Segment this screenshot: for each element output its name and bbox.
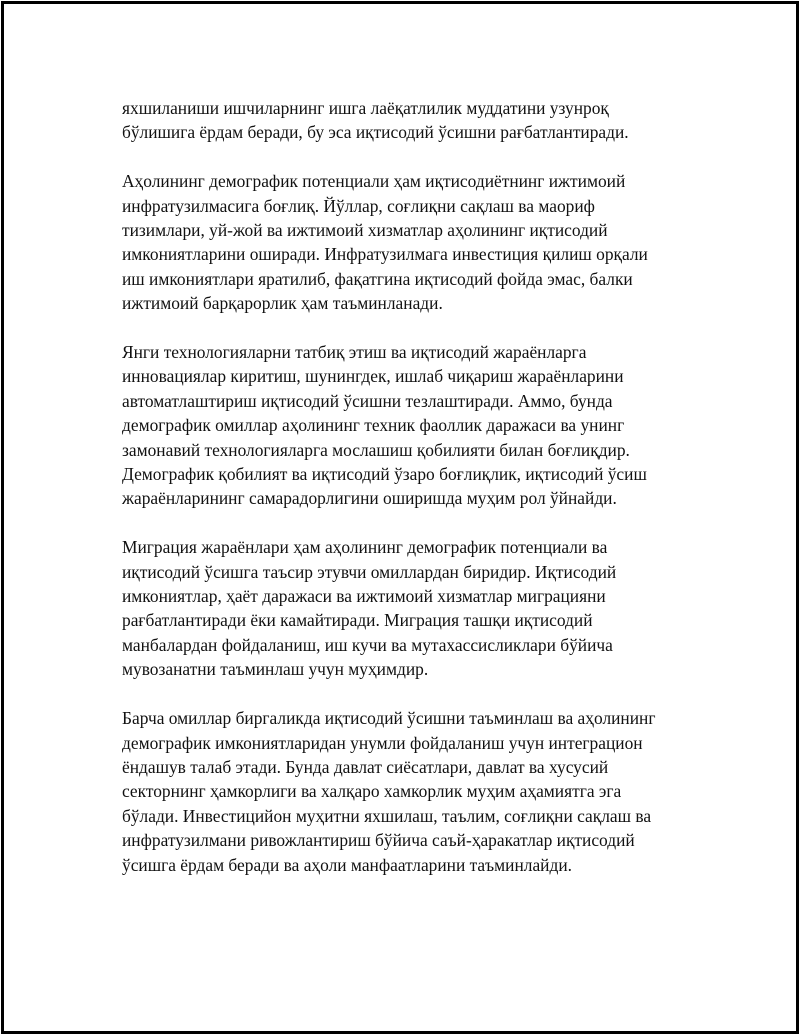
text-line: Янги технологияларни татбиқ этиш ва иқтисодий жараёнларга — [122, 342, 587, 363]
text-line: имкониятларини оширади. Инфратузилмага инвестиция қилиш орқали — [122, 244, 648, 265]
text-line: бўлади. Инвестицийон муҳитни яхшилаш, таълим, соғлиқни сақлаш ва — [122, 805, 652, 826]
text-line: инфратузилмани ривожлантириш бўйича саъй-ҳаракатлар иқтисодий — [122, 830, 635, 851]
text-line: Миграция жараёнлари ҳам аҳолининг демографик потенциали ва — [122, 537, 608, 558]
text-line: мувозанатни таъминлаш учун муҳимдир. — [122, 659, 429, 680]
text-line: демографик омиллар аҳолининг техник фаоллик даражаси ва унинг — [122, 415, 625, 436]
text-line: автоматлаштириш иқтисодий ўсишни тезлаштиради. Аммо, бунда — [122, 390, 613, 411]
text-line: Барча омиллар биргаликда иқтисодий ўсишни таъминлаш ва аҳолининг — [122, 708, 656, 729]
text-line: ёндашув талаб этади. Бунда давлат сиёсатлари, давлат ва хусусий — [122, 756, 609, 777]
text-line: тизимлари, уй-жой ва ижтимоий хизматлар аҳолининг иқтисодий — [122, 220, 608, 241]
text-line: секторнинг ҳамкорлиги ва халқаро хамкорлик муҳим аҳамиятга эга — [122, 781, 622, 802]
paragraph-2 — [122, 169, 702, 315]
paragraph-3 — [122, 340, 702, 511]
text-line: имкониятлар, ҳаёт даражаси ва ижтимоий хизматлар миграцияни — [122, 586, 606, 607]
text-line: рағбатлантиради ёки камайтиради. Миграция ташқи иқтисодий — [122, 610, 593, 631]
paragraph-5 — [122, 706, 702, 877]
text-line: замонавий технологияларга мослашиш қобилияти билан боғлиқдир. — [122, 439, 630, 460]
text-line: иқтисодий ўсишга таъсир этувчи омиллардан биридир. Иқтисодий — [122, 561, 617, 582]
text-line: Аҳолининг демографик потенциали ҳам иқтисодиётнинг ижтимоий — [122, 171, 626, 192]
text-line: демографик имкониятларидан унумли фойдаланиш учун интеграцион — [122, 732, 643, 753]
text-line: ўсишга ёрдам беради ва аҳоли манфаатларини таъминлайди. — [122, 854, 572, 875]
text-line: ижтимоий барқарорлик ҳам таъминланади. — [122, 293, 443, 314]
paragraph-4 — [122, 535, 702, 681]
text-line: жараёнларининг самарадорлигини оширишда муҳим рол ўйнайди. — [122, 488, 617, 509]
text-line: иш имкониятлари яратилиб, фақатгина иқтисодий фойда эмас, балки — [122, 268, 633, 289]
document-body — [122, 96, 702, 901]
text-line: инфратузилмасига боғлиқ. Йўллар, соғлиқни сақлаш ва маориф — [122, 195, 595, 216]
text-line: яхшиланиши ишчиларнинг ишга лаёқатлилик муддатини узунроқ — [122, 98, 609, 118]
text-line: манбалардан фойдаланиш, иш кучи ва мутахассисликлари бўйича — [122, 634, 613, 655]
text-line: бўлишига ёрдам беради, бу эса иқтисодий ўсишни рағбатлантиради. — [122, 122, 629, 143]
paragraph-1 — [122, 96, 702, 145]
text-line: Демографик қобилият ва иқтисодий ўзаро боғлиқлик, иқтисодий ўсиш — [122, 464, 647, 485]
text-line: инновациялар киритиш, шунингдек, ишлаб чиқариш жараёнларини — [122, 366, 624, 387]
page-frame — [1, 1, 799, 1034]
